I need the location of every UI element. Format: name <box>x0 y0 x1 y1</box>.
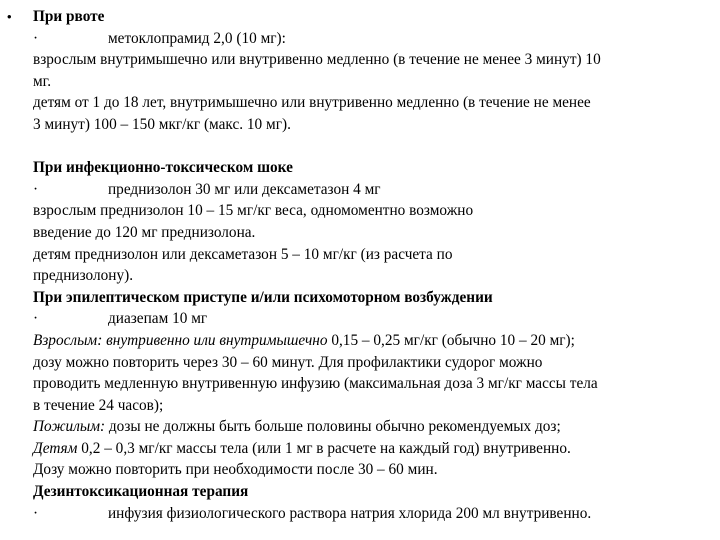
sub-bullet: · <box>33 180 39 198</box>
drug-shock: преднизолон 30 мг или дексаметазон 4 мг <box>108 180 381 198</box>
text-line: введение до 120 мг преднизолона. <box>33 223 256 241</box>
drug-line-vomit <box>33 28 713 50</box>
heading-shock: При инфекционно-токсическом шоке <box>33 159 293 177</box>
heading-epilepsy: При эпилептическом приступе и/или психомоторном возбуждении <box>33 288 493 306</box>
drug-detox: инфузия физиологического раствора натрия хлорида 200 мл внутривенно. <box>108 504 592 522</box>
sub-bullet: · <box>33 504 39 522</box>
text-line: детям от 1 до 18 лет, внутримышечно или внутривенно медленно (в течение не менее <box>33 94 591 112</box>
text-line: взрослым внутримышечно или внутривенно медленно (в течение не менее 3 минут) 10 <box>33 51 601 69</box>
text-line: дозу можно повторить через 30 – 60 минут. Для профилактики судорог можно <box>33 353 543 371</box>
document-content <box>33 6 713 524</box>
drug-vomit: метоклопрамид 2,0 (10 мг): <box>108 29 286 47</box>
text-line: Дозу можно повторить при необходимости после 30 – 60 мин. <box>33 461 438 479</box>
drug-epilepsy: диазепам 10 мг <box>108 310 208 328</box>
drug-line-epilepsy <box>33 308 713 330</box>
text-line: преднизолону). <box>33 267 134 285</box>
spacer <box>33 136 713 158</box>
drug-line-detox <box>33 503 713 525</box>
elderly-dose: дозы не должны быть больше половины обычно рекомендуемых доз; <box>105 418 561 436</box>
text-line: взрослым преднизолон 10 – 15 мг/кг веса, одномоментно возможно <box>33 202 474 220</box>
sub-bullet: · <box>33 310 39 328</box>
heading-detox: Дезинтоксикационная терапия <box>33 483 249 501</box>
children-label: Детям <box>33 439 78 457</box>
text-line: 3 минут) 100 – 150 мкг/кг (макс. 10 мг). <box>33 115 291 133</box>
adult-dose: 0,15 – 0,25 мг/кг (обычно 10 – 20 мг); <box>327 331 575 349</box>
elderly-label: Пожилым: <box>33 418 106 436</box>
bullet-marker: • <box>7 9 12 24</box>
adult-dose-line <box>33 330 713 352</box>
elderly-line <box>33 416 713 438</box>
text-line: проводить медленную внутривенную инфузию (максимальная доза 3 мг/кг массы тела <box>33 375 598 393</box>
text-line: мг. <box>33 72 52 90</box>
drug-line-shock <box>33 179 713 201</box>
text-line: в течение 24 часов); <box>33 396 164 414</box>
sub-bullet: · <box>33 29 39 47</box>
children-dose: 0,2 – 0,3 мг/кг массы тела (или 1 мг в расчете на каждый год) внутривенно. <box>77 439 571 457</box>
heading-vomit: При рвоте <box>33 8 105 25</box>
adult-label: Взрослым: внутривенно или внутримышечно <box>33 331 328 349</box>
children-line <box>33 438 713 460</box>
text-line: детям преднизолон или дексаметазон 5 – 10 мг/кг (из расчета по <box>33 245 453 263</box>
